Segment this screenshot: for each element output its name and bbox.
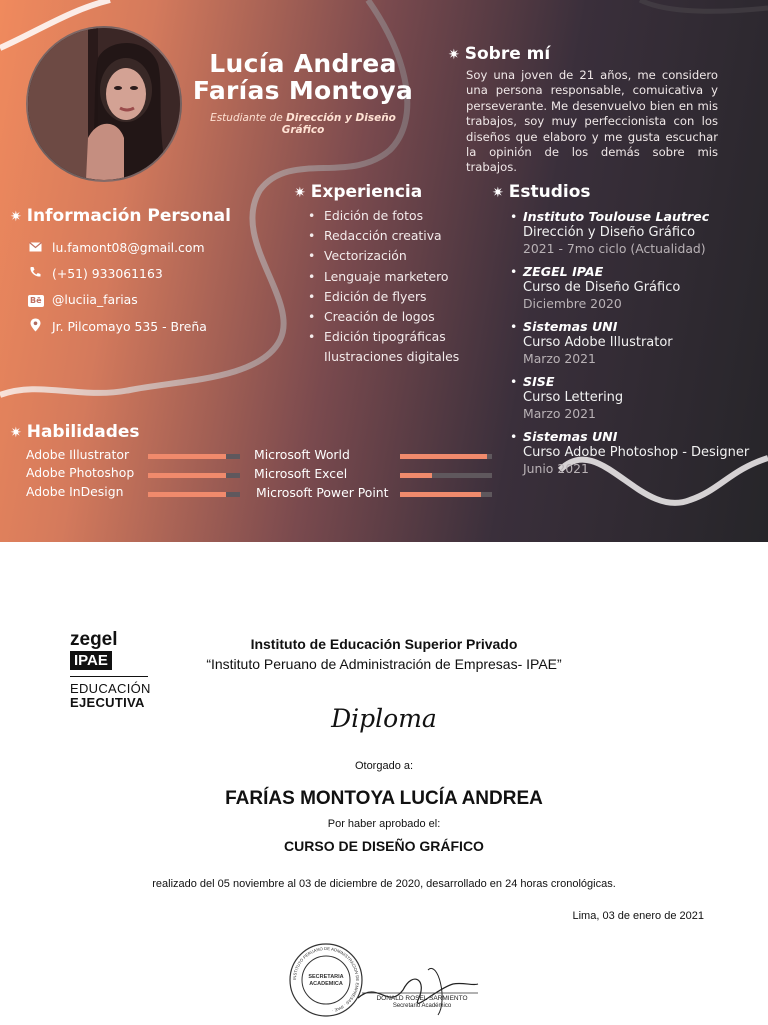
- study-course: Curso Adobe Photoshop - Designer: [523, 445, 750, 460]
- diploma-title: Diploma: [331, 704, 437, 733]
- name-line-2: Farías Montoya: [192, 76, 414, 105]
- logo-eje-text: EJECUTIVA: [70, 695, 145, 710]
- skill-bar: [400, 473, 492, 478]
- portrait-image: [28, 28, 180, 180]
- study-item: • Sistemas UNI Curso Adobe Photoshop - Designer Junio 2021: [510, 429, 750, 476]
- profile-subtitle: [188, 112, 418, 136]
- list-item: • Lenguaje marketero: [308, 268, 449, 284]
- study-institution: Sistemas UNI: [523, 429, 618, 444]
- study-date: Marzo 2021: [523, 406, 596, 421]
- star-icon: ✷: [448, 47, 460, 63]
- logo-divider: [70, 676, 148, 677]
- skill-label: Adobe Illustrator: [26, 447, 130, 462]
- email-icon: [28, 241, 42, 255]
- signature-block: [288, 940, 488, 1020]
- approved-label: Por haber aprobado el:: [327, 818, 441, 830]
- contact-social: [28, 292, 138, 307]
- contact-email: [28, 240, 205, 255]
- skill-bar-fill: [148, 473, 226, 478]
- star-icon: ✷: [10, 425, 22, 441]
- official-seal: [288, 940, 488, 1020]
- about-title: Sobre mí: [464, 44, 551, 64]
- study-institution: Instituto Toulouse Lautrec: [523, 209, 710, 224]
- skill-bar-fill: [148, 454, 226, 459]
- institution-line-1: Instituto de Educación Superior Privado: [250, 636, 518, 652]
- contact-address: [28, 318, 207, 335]
- seal-center-text-2: ACADEMICA: [309, 981, 343, 987]
- study-item: • SISE Curso Lettering Marzo 2021: [510, 374, 624, 421]
- signer-name: DONALD ROSEL SARMIENTO: [376, 995, 468, 1002]
- granted-to-label: Otorgado a:: [354, 760, 414, 772]
- location-pin-icon: [28, 318, 42, 335]
- skill-bar: [400, 492, 492, 497]
- skill-bar: [400, 454, 492, 459]
- skill-label: Microsoft Power Point: [256, 485, 389, 500]
- star-icon: ✷: [492, 185, 504, 201]
- list-item: • Vectorización: [308, 248, 407, 264]
- profile-name: [188, 50, 418, 104]
- logo-zegel-text: zegel: [70, 629, 118, 650]
- study-institution: ZEGEL IPAE: [523, 264, 604, 279]
- study-item: • Sistemas UNI Curso Adobe Illustrator Marzo 2021: [510, 319, 673, 366]
- social-text: @luciia_farias: [52, 292, 138, 307]
- skill-bar-fill: [400, 492, 481, 497]
- phone-icon: [28, 266, 42, 281]
- skill-label: Microsoft Excel: [254, 466, 348, 481]
- about-text: Soy una joven de 21 años, me considero una persona responsable, comuicativa y perseverante. Me desenvuelvo bien en mis trabajos, soy muy perfeccionista con los diseños que elaboro y me gusta escuchar la opinión de los demás sobre mis trabajos.: [466, 68, 718, 175]
- signer-role: Secretario Académico: [392, 1003, 452, 1009]
- skill-label: Adobe InDesign: [26, 484, 124, 499]
- study-course: Dirección y Diseño Gráfico: [523, 225, 696, 240]
- study-item: • ZEGEL IPAE Curso de Diseño Gráfico Diciembre 2020: [510, 264, 681, 311]
- skill-label: Microsoft World: [254, 447, 350, 462]
- seal-ring-text: INSTITUTO PERUANO DE ADMINISTRACION DE EMPRESAS · IPAE ·: [291, 945, 361, 1014]
- list-item: • Redacción creativa: [308, 228, 442, 244]
- studies-title: Estudios: [508, 182, 591, 202]
- study-course: Curso Adobe Illustrator: [523, 335, 673, 350]
- study-institution: Sistemas UNI: [523, 319, 618, 334]
- phone-text: (+51) 933061163: [52, 266, 163, 281]
- skill-bar: [148, 454, 240, 459]
- profile-photo: [26, 26, 182, 182]
- study-course: Curso Lettering: [523, 390, 624, 405]
- skills-heading: [10, 422, 140, 442]
- list-item: • Creación de logos: [308, 309, 435, 325]
- study-date: 2021 - 7mo ciclo (Actualidad): [523, 241, 706, 256]
- study-institution: SISE: [523, 374, 555, 389]
- personal-title: Información Personal: [26, 206, 231, 226]
- study-date: Marzo 2021: [523, 351, 596, 366]
- logo-edu-text: EDUCACIÓN: [70, 681, 151, 696]
- course-name: CURSO DE DISEÑO GRÁFICO: [284, 838, 484, 854]
- experience-heading: [294, 182, 422, 202]
- list-item: • Edición de flyers: [308, 288, 427, 304]
- study-item: • Instituto Toulouse Lautrec Dirección y Diseño Gráfico 2021 - 7mo ciclo (Actualidad): [510, 209, 710, 256]
- star-icon: ✷: [294, 185, 306, 201]
- about-heading: [448, 44, 550, 64]
- studies-heading: [492, 182, 591, 202]
- place-date: Lima, 03 de enero de 2021: [572, 910, 704, 922]
- skill-bar: [148, 473, 240, 478]
- skill-bar-fill: [400, 473, 432, 478]
- list-item: • Edición tipográficas: [308, 329, 446, 345]
- list-item: Ilustraciones digitales: [324, 349, 460, 365]
- diploma-page: [0, 542, 768, 1024]
- study-course: Curso de Diseño Gráfico: [523, 280, 681, 295]
- personal-heading: [10, 206, 231, 226]
- name-line-1: Lucía Andrea: [209, 49, 397, 78]
- subtitle-prefix: Estudiante de: [210, 112, 287, 124]
- contact-phone: [28, 266, 163, 281]
- address-text: Jr. Pilcomayo 535 - Breña: [52, 319, 207, 334]
- skill-bar-fill: [400, 454, 487, 459]
- skill-label: Adobe Photoshop: [26, 465, 135, 480]
- seal-center-text-1: SECRETARIA: [308, 974, 344, 980]
- skills-title: Habilidades: [26, 422, 140, 442]
- experience-title: Experiencia: [310, 182, 423, 202]
- institution-line-2: “Instituto Peruano de Administración de Empresas- IPAE”: [206, 656, 562, 672]
- experience-list: [308, 206, 459, 368]
- study-date: Diciembre 2020: [523, 296, 622, 311]
- skill-bar-fill: [148, 492, 226, 497]
- skill-bar: [148, 492, 240, 497]
- recipient-name: FARÍAS MONTOYA LUCÍA ANDREA: [225, 788, 543, 809]
- star-icon: ✷: [10, 209, 22, 225]
- logo-ipae-text: IPAE: [70, 651, 112, 670]
- study-date: Junio 2021: [523, 461, 589, 476]
- behance-icon: Bē: [30, 296, 42, 305]
- subtitle-career: Dirección y Diseño Gráfico: [281, 112, 396, 136]
- list-item: • Edición de fotos: [308, 208, 424, 223]
- email-text: lu.famont08@gmail.com: [52, 240, 205, 255]
- course-period: realizado del 05 noviembre al 03 de diciembre de 2020, desarrollado en 24 horas cronológicas.: [152, 878, 616, 890]
